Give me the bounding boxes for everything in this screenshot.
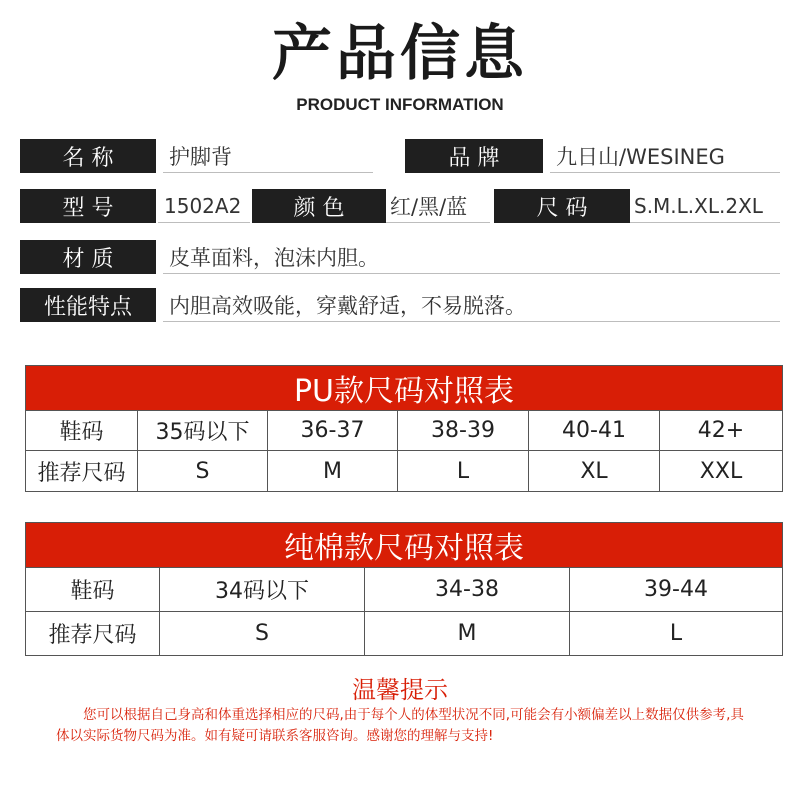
cotton-rec-size-label: 推荐尺码 — [26, 612, 160, 656]
pu-rec-size-cell: S — [138, 451, 268, 492]
cotton-rec-size-cell: L — [570, 612, 783, 656]
cotton-shoe-size-label: 鞋码 — [26, 568, 160, 612]
cotton-rec-size-cell: M — [365, 612, 570, 656]
material-value: 皮革面料，泡沫内胆。 — [163, 240, 780, 274]
pu-shoe-size-cell: 38-39 — [398, 411, 529, 451]
model-value: 1502A2 — [158, 189, 250, 223]
pu-rec-size-cell: XXL — [660, 451, 783, 492]
brand-label: 品 牌 — [405, 139, 543, 173]
pu-table-title: PU款尺码对照表 — [26, 366, 783, 411]
size-label: 尺 码 — [494, 189, 630, 223]
cotton-shoe-size-cell: 34码以下 — [160, 568, 365, 612]
material-label: 材 质 — [20, 240, 156, 274]
pu-shoe-size-cell: 40-41 — [529, 411, 660, 451]
tips-title: 温馨提示 — [352, 676, 448, 704]
pu-rec-size-cell: L — [398, 451, 529, 492]
tips-body: 您可以根据自己身高和体重选择相应的尺码,由于每个人的体型状况不同,可能会有小额偏差以上数据仅供参考,具体以实际货物尺码为准。如有疑可请联系客服咨询。感谢您的理解与支持! — [56, 707, 744, 744]
feature-value: 内胆高效吸能，穿戴舒适，不易脱落。 — [163, 288, 780, 322]
pu-shoe-size-label: 鞋码 — [26, 411, 138, 451]
cotton-table-title: 纯棉款尺码对照表 — [26, 523, 783, 568]
page-title: 产品信息 — [272, 19, 528, 89]
brand-value: 九日山/WESINEG — [550, 139, 780, 173]
pu-shoe-size-cell: 42+ — [660, 411, 783, 451]
feature-label: 性能特点 — [20, 288, 156, 322]
pu-shoe-size-cell: 35码以下 — [138, 411, 268, 451]
pu-rec-size-cell: M — [268, 451, 398, 492]
model-label: 型 号 — [20, 189, 156, 223]
name-value: 护脚背 — [163, 139, 373, 173]
page-subtitle: PRODUCT INFORMATION — [296, 95, 504, 114]
pu-rec-size-cell: XL — [529, 451, 660, 492]
pu-shoe-size-cell: 36-37 — [268, 411, 398, 451]
size-value: S.M.L.XL.2XL — [630, 189, 780, 223]
cotton-rec-size-cell: S — [160, 612, 365, 656]
cotton-shoe-size-cell: 39-44 — [570, 568, 783, 612]
color-value: 红/黑/蓝 — [386, 189, 490, 223]
pu-rec-size-label: 推荐尺码 — [26, 451, 138, 492]
cotton-shoe-size-cell: 34-38 — [365, 568, 570, 612]
cotton-size-table — [25, 522, 783, 656]
name-label: 名 称 — [20, 139, 156, 173]
color-label: 颜 色 — [252, 189, 386, 223]
pu-size-table — [25, 365, 783, 492]
